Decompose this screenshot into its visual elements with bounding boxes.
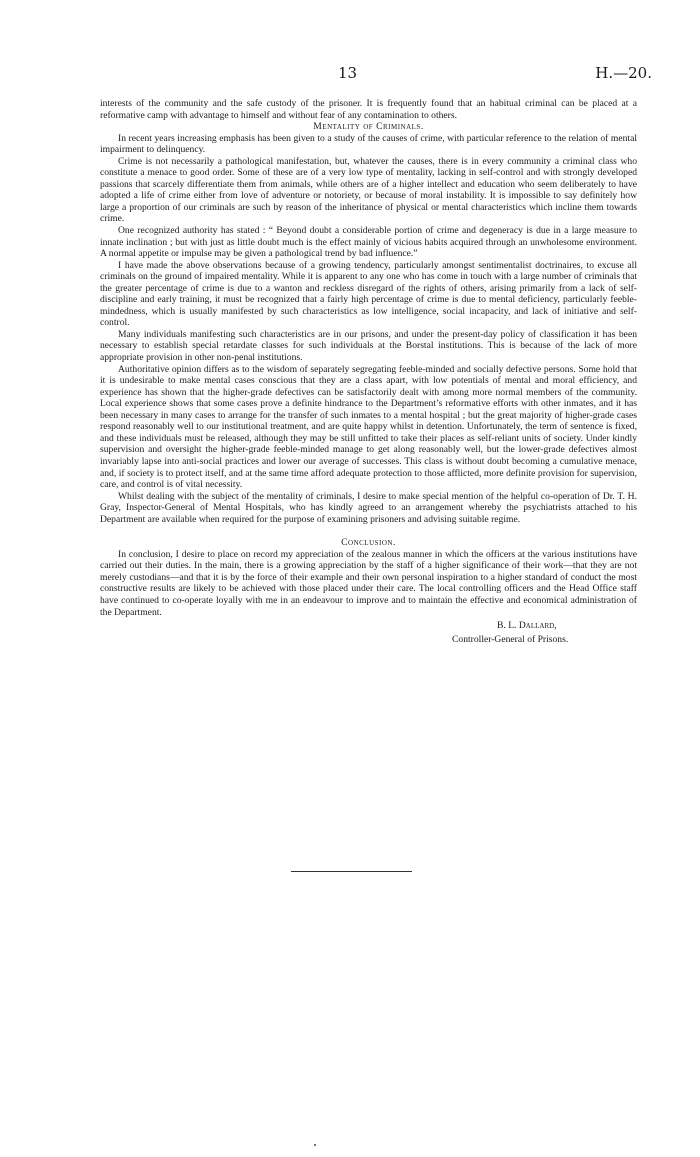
signature-title: Controller-General of Prisons.	[452, 633, 569, 645]
paragraph: In conclusion, I desire to place on record my appreciation of the zealous manner in which the officers at the various institutions have carried out their duties. In the main, there is a growing appreciation by the staff of a higher significance of their work—that they are not merely custodians—and that it is by the force of their example and their own personal inspiration to a higher standard of conduct the most constructive results are likely to be achieved with those placed under their care. The local controlling officers and the Head Office staff have continued to co-operate loyally with me in an endeavour to improve and to maintain the effective and economical administration of the Department.	[100, 548, 637, 618]
document-reference: H.—20.	[595, 64, 652, 82]
page-number: 13	[338, 64, 358, 82]
signature-name: B. L. Dallard,	[497, 620, 557, 632]
paragraph: In recent years increasing emphasis has been given to a study of the causes of crime, with particular reference to the relation of mental impairment to delinquency.	[100, 132, 637, 156]
paragraph: I have made the above observations because of a growing tendency, particularly amongst sentimentalist doctrinaires, to excuse all criminals on the ground of impaired mentality. While it is apparent to any one who has come in touch with a large number of criminals that the greater percentage of crime is due to a wanton and reckless disregard of the rights of others, arising primarily from a lack of self-discipline and early training, it must be recognized that a fairly high percentage of crime is due to mental deficiency, particularly feeble-mindedness, which is usually manifested by such characteristics as low intelligence, social incapacity, and lack of initiative and self-control.	[100, 259, 637, 329]
closing-rule	[291, 871, 412, 872]
paragraph: One recognized authority has stated : “ Beyond doubt a considerable portion of crime and degeneracy is due in a large measure to innate inclination ; but with just as little doubt much is the effect mainly of vicious habits acquired through an unwholesome environment. A normal appetite or impulse may be given a pathological trend by bad influence.”	[100, 225, 637, 260]
report-body	[100, 98, 637, 645]
section-heading-conclusion: Conclusion.	[341, 537, 396, 549]
paragraph-intro: interests of the community and the safe custody of the prisoner. It is frequently found that an habitual criminal can be placed at a reformative camp with advantage to himself and without fear of any contamination to others.	[100, 98, 637, 121]
paragraph: Many individuals manifesting such characteristics are in our prisons, and under the present-day policy of classification it has been necessary to establish special retardate classes for such individuals at the Borstal institutions. This is because of the lack of more appropriate provision in other non-penal institutions.	[100, 328, 637, 364]
paragraph: Crime is not necessarily a pathological manifestation, but, whatever the causes, there is in every community a criminal class who constitute a menace to good order. Some of these are of a very low type of mentality, lacking in self-control and with strongly developed passions that scarcely differentiate them from animals, while others are of a higher intellect and education who seem deliberately to have adopted a life of crime either from love of adventure or notoriety, or because of moral instability. It is impossible to say definitely how large a proportion of our criminals are such by reason of the inheritance of physical or mental characteristics which incline them towards crime.	[100, 155, 637, 225]
paragraph: Whilst dealing with the subject of the mentality of criminals, I desire to make special mention of the helpful co-operation of Dr. T. H. Gray, Inspector-General of Mental Hospitals, who has kindly agreed to an arrangement whereby the psychiatrists attached to his Department are available when required for the purpose of examining prisoners and advising suitable regime.	[100, 490, 637, 525]
section-heading-mentality: Mentality of Criminals.	[313, 121, 424, 133]
paragraph: Authoritative opinion differs as to the wisdom of separately segregating feeble-minded and socially defective persons. Some hold that it is undesirable to make mental cases conscious that they are a class apart, with low potentials of mental and moral efficiency, and experience has shown that the higher-grade defectives can be satisfactorily dealt with among more normal members of the community. Local experience shows that some cases prove a definite hindrance to the Department’s reformative efforts with other inmates, and it has been necessary in many cases to arrange for the transfer of such inmates to a mental hospital ; but the great majority of higher-grade cases respond reasonably well to our institutional treatment, and are quite happy whilst in detention. Unfortunately, the term of sentence is fixed, and these individuals must be released, although they may be still unfitted to take their places as self-reliant units of society. Under kindly supervision and oversight the higher-grade feeble-minded manage to get along reasonably well, but the lower-grade defectives almost invariably lapse into anti-social practices and lower our average of successes. This class is without doubt becoming a cumulative menace, and, if society is to protect itself, and at the same time afford adequate protection to those afflicted, more definite provision for supervision, care, and control is of vital necessity.	[100, 363, 637, 491]
page-mark	[314, 1144, 316, 1146]
